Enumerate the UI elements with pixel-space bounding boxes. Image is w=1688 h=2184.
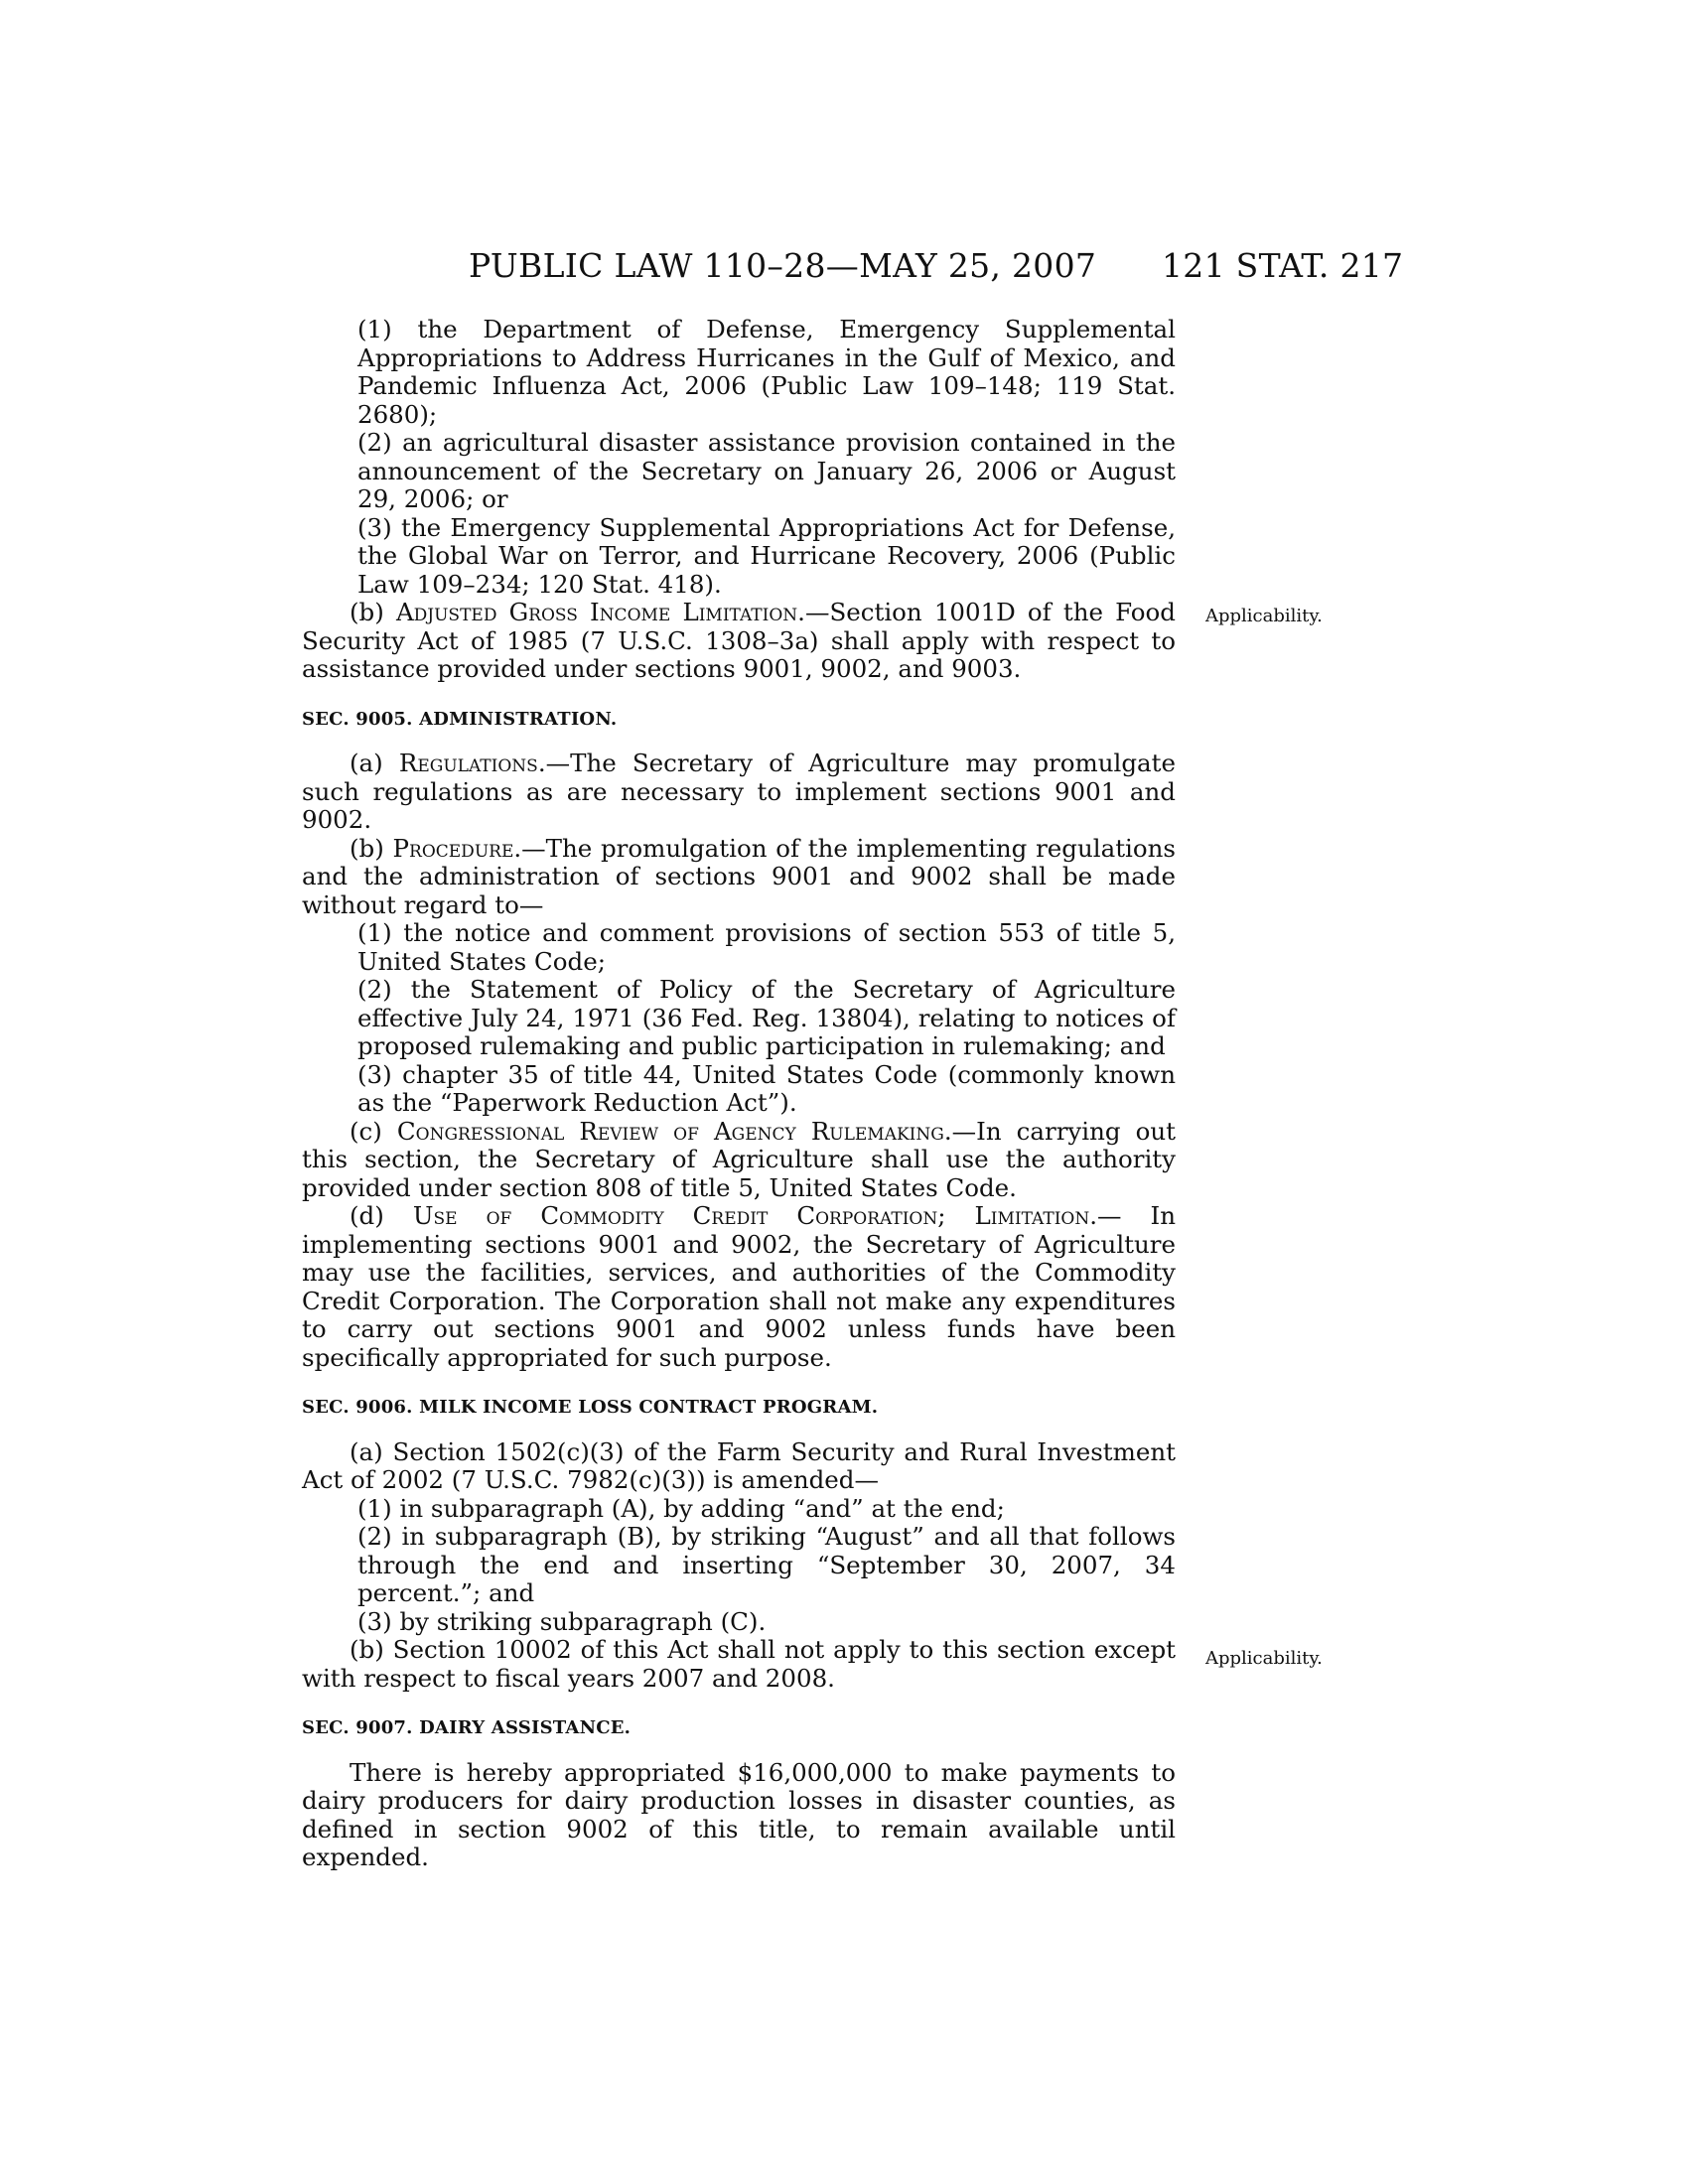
paragraph-item-3 — [357, 514, 1176, 600]
running-header-title: PUBLIC LAW 110–28—MAY 25, 2007 — [469, 246, 1097, 285]
paragraph-item-1 — [357, 1495, 1176, 1524]
subsection-b-procedure — [302, 835, 1176, 920]
subsection-heading: Use of Commodity Credit Corporation; Limitation. — [412, 1201, 1098, 1230]
paragraph-text: (1) the notice and comment provisions of section 553 of title 5, United States Code; — [357, 918, 1176, 976]
section-heading-9007: SEC. 9007. DAIRY ASSISTANCE. — [302, 1717, 632, 1738]
subsection-text: — In implementing sections 9001 and 9002, the Secretary of Agriculture may use the facilities, services, and authorities of the Commodity Credit Corporation. The Corporation shall not make any expenditures to carry out sections 9001 and 9002 unless funds have been specifically appropriated for such purpose. — [302, 1201, 1176, 1372]
subsection-label: (c) — [350, 1116, 382, 1146]
subsection-b-applicability: (b) Section 10002 of this Act shall not apply to this section except with respect to fiscal years 2007 and 2008. — [302, 1635, 1176, 1693]
paragraph-item-3 — [357, 1608, 1176, 1637]
subsection-heading: Adjusted Gross Income Limitation. — [395, 598, 805, 626]
subsection-label: (d) — [350, 1201, 384, 1230]
subsection-heading: Congressional Review of Agency Rulemaking. — [396, 1116, 952, 1146]
paragraph-text: (3) by striking subparagraph (C). — [357, 1606, 767, 1636]
body-text — [302, 316, 1176, 1872]
paragraph-item-1 — [357, 316, 1176, 429]
subsection-heading: Procedure. — [392, 833, 522, 863]
section-9007-text: There is hereby appropriated $16,000,000 to make payments to dairy producers for dairy production losses in disaster counties, as defined in section 9002 of this title, to remain available until expended. — [302, 1757, 1176, 1871]
subsection-d-commodity-credit — [302, 1202, 1176, 1372]
subsection-a-regulations — [302, 750, 1176, 835]
subsection-label: (a) — [350, 749, 383, 777]
paragraph-item-2 — [357, 429, 1176, 514]
subsection-label: (b) — [350, 833, 384, 863]
paragraph-text: (2) the Statement of Policy of the Secretary of Agriculture effective July 24, 1971 (36 Fed. Reg. 13804), relating to notices of proposed rulemaking and public participation in rulemaking; and — [357, 975, 1176, 1060]
subsection-a-amendment: (a) Section 1502(c)(3) of the Farm Security and Rural Investment Act of 2002 (7 U.S.C. 7982(c)(3)) is amended— — [302, 1436, 1176, 1494]
subsection-text: —The promulgation of the implementing regulations and the administration of sections 9001 and 9002 shall be made without regard to— — [302, 833, 1176, 919]
subsection-heading: Regulations. — [398, 749, 546, 777]
subsection-text: —In carrying out this section, the Secretary of Agriculture shall use the authority provided under section 808 of title 5, United States Code. — [302, 1116, 1176, 1202]
paragraph-item-2 — [357, 976, 1176, 1061]
margin-note-applicability: Applicability. — [1205, 606, 1323, 626]
subsection-text: —The Secretary of Agriculture may promulgate such regulations as are necessary to implement sections 9001 and 9002. — [302, 749, 1176, 834]
paragraph-text: (3) chapter 35 of title 44, United States Code (commonly known as the “Paperwork Reduction Act”). — [357, 1059, 1176, 1117]
subsection-c-congressional-review — [302, 1118, 1176, 1203]
paragraph-text: (2) in subparagraph (B), by striking “August” and all that follows through the end and inserting “September 30, 2007, 34 percent.”; and — [357, 1522, 1176, 1607]
subsection-label: (b) — [350, 598, 384, 626]
running-header-stat-page: 121 STAT. 217 — [1162, 246, 1404, 285]
paragraph-item-2 — [357, 1523, 1176, 1608]
subsection-text: —Section 1001D of the Food Security Act of 1985 (7 U.S.C. 1308–3a) shall apply with respect to assistance provided under sections 9001, 9002, and 9003. — [302, 598, 1176, 683]
paragraph-item-1 — [357, 919, 1176, 976]
section-heading-9006: SEC. 9006. MILK INCOME LOSS CONTRACT PROGRAM. — [302, 1397, 879, 1418]
paragraph-text: (2) an agricultural disaster assistance provision contained in the announcement of the Secretary on January 26, 2006 or August 29, 2006; or — [357, 428, 1176, 513]
margin-note-applicability: Applicability. — [1205, 1648, 1323, 1669]
paragraph-text: (1) the Department of Defense, Emergency Supplemental Appropriations to Address Hurricanes in the Gulf of Mexico, and Pandemic Influenza Act, 2006 (Public Law 109–148; 119 Stat. 2680); — [357, 315, 1176, 429]
paragraph-item-3 — [357, 1061, 1176, 1118]
paragraph-text: (1) in subparagraph (A), by adding “and” at the end; — [357, 1493, 1005, 1523]
section-heading-9005: SEC. 9005. ADMINISTRATION. — [302, 708, 618, 730]
subsection-b-agi-limitation — [302, 599, 1176, 684]
paragraph-text: (3) the Emergency Supplemental Appropriations Act for Defense, the Global War on Terror, and Hurricane Recovery, 2006 (Public Law 109–234; 120 Stat. 418). — [357, 512, 1176, 599]
